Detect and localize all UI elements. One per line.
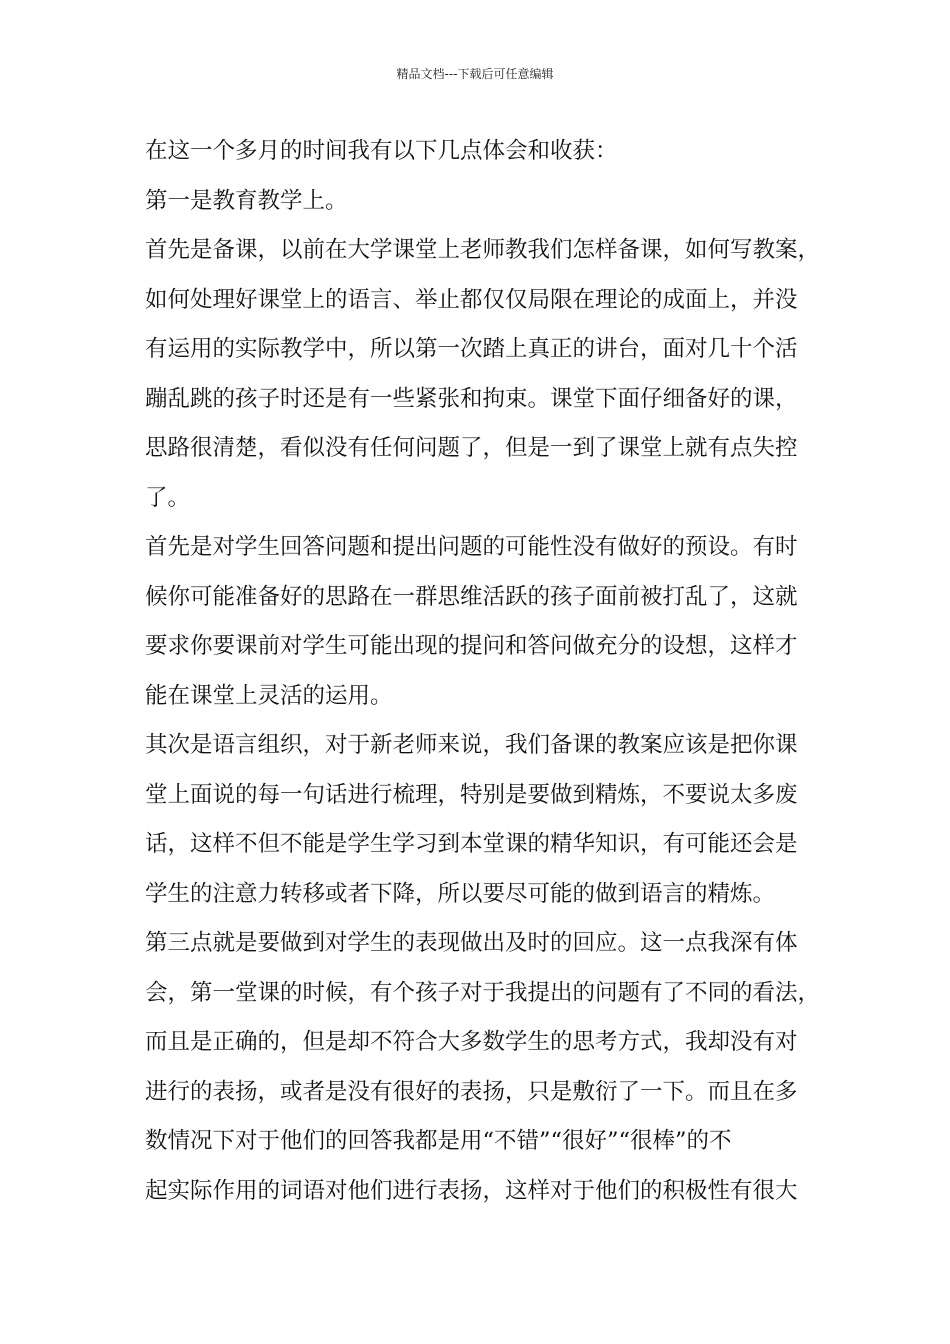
paragraph-section-heading	[145, 177, 845, 227]
text-line: 要求你要课前对学生可能出现的提问和答问做充分的设想，这样才	[145, 633, 798, 659]
paragraph-language	[145, 721, 845, 919]
text-line: 如何处理好课堂上的语言、举止都仅仅局限在理论的成面上，并没	[145, 286, 798, 313]
text-line: 话，这样不但不能是学生学习到本堂课的精华知识，有可能还会是	[145, 831, 798, 857]
paragraph-intro	[145, 127, 845, 177]
text-line: 蹦乱跳的孩子时还是有一些紧张和拘束。课堂下面仔细备好的课，	[145, 385, 798, 412]
text-line: 而且是正确的，但是却不符合大多数学生的思考方式，我却没有对	[145, 1029, 798, 1055]
text-line: 有运用的实际教学中，所以第一次踏上真正的讲台，面对几十个活	[145, 336, 798, 362]
text-line: 首先是对学生回答问题和提出问题的可能性没有做好的预设。有时	[145, 534, 798, 560]
text-line: 其次是语言组织，对于新老师来说，我们备课的教案应该是把你课	[145, 732, 798, 758]
text-line: 了。	[145, 484, 191, 511]
text-line: 第一是教育教学上。	[145, 187, 348, 214]
text-line: 会，第一堂课的时候，有个孩子对于我提出的问题有了不同的看法，	[145, 979, 821, 1006]
text-line: 堂上面说的每一句话进行梳理，特别是要做到精炼，不要说太多废	[145, 781, 798, 808]
text-line: 学生的注意力转移或者下降，所以要尽可能的做到语言的精炼。	[145, 880, 776, 907]
text-line: 在这一个多月的时间我有以下几点体会和收获：	[145, 138, 618, 164]
text-line: 进行的表扬，或者是没有很好的表扬，只是敷衍了一下。而且在多	[145, 1078, 798, 1105]
document-body	[145, 127, 845, 1216]
text-line: 思路很清楚，看似没有任何问题了，但是一到了课堂上就有点失控	[145, 435, 798, 461]
text-line: 起实际作用的词语对他们进行表扬，这样对于他们的积极性有很大	[145, 1177, 798, 1204]
text-line: 能在课堂上灵活的运用。	[145, 682, 393, 709]
text-line: 首先是备课，以前在大学课堂上老师教我们怎样备课，如何写教案，	[145, 237, 821, 263]
text-line: 第三点就是要做到对学生的表现做出及时的回应。这一点我深有体	[145, 930, 798, 956]
paragraph-presetting	[145, 523, 845, 721]
text-line: 数情况下对于他们的回答我都是用“不错”“很好”“很棒”的不	[145, 1128, 732, 1154]
paragraph-feedback	[145, 919, 845, 1216]
text-line: 候你可能准备好的思路在一群思维活跃的孩子面前被打乱了，这就	[145, 583, 798, 610]
page-header: 精品文档---下载后可任意编辑	[396, 67, 554, 81]
paragraph-lesson-prep	[145, 226, 845, 523]
